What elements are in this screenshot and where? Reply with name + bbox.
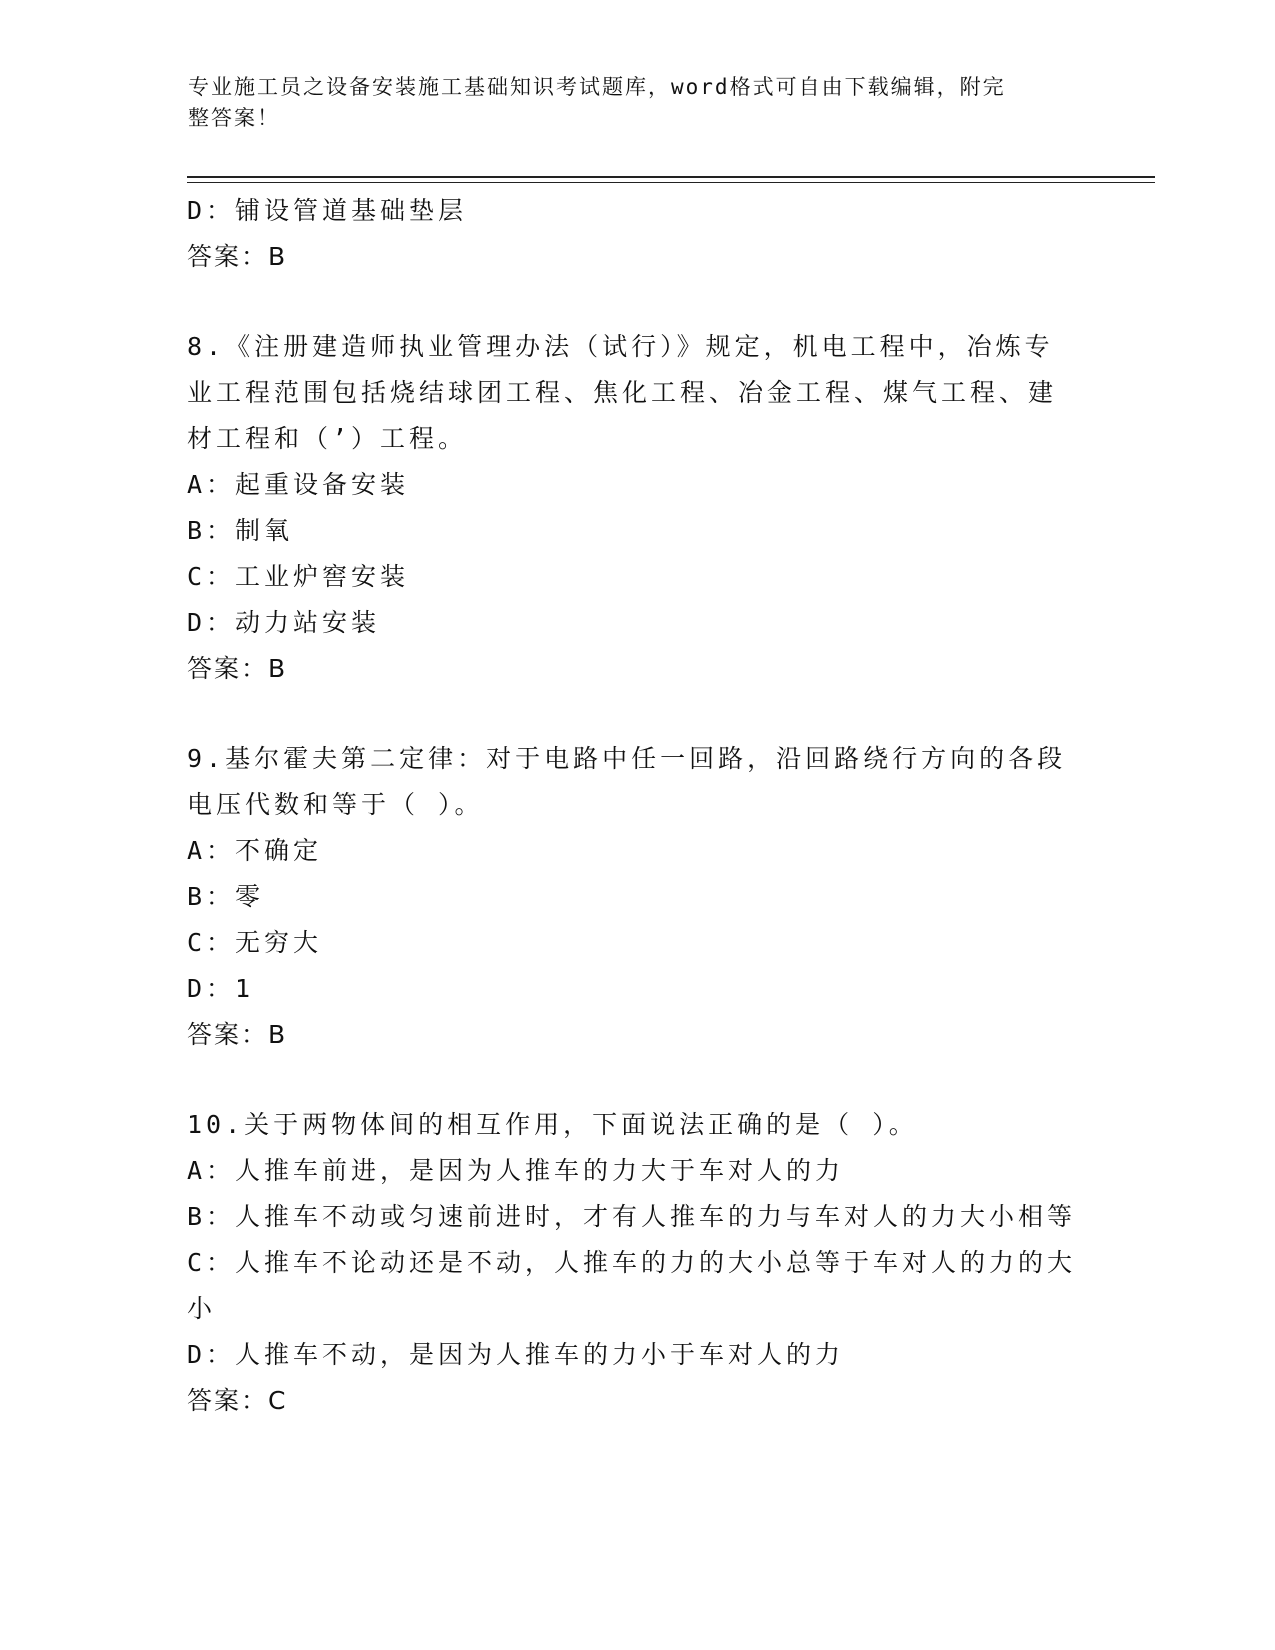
header-line-2: 整答案！: [188, 106, 280, 130]
answer-line: 答案：C: [187, 1386, 288, 1415]
option-c: C：人推车不论动还是不动，人推车的力的大小总等于车对人的力的大: [187, 1248, 1077, 1277]
option-b: B：零: [187, 882, 265, 911]
option-d: D：动力站安装: [187, 608, 381, 637]
question-10: [187, 1102, 1087, 1424]
option-d: D：人推车不动，是因为人推车的力小于车对人的力: [187, 1340, 845, 1369]
question-text-line: 10.关于两物体间的相互作用，下面说法正确的是（ ）。: [187, 1110, 918, 1139]
question-text-line: 8.《注册建造师执业管理办法（试行）》规定，机电工程中，冶炼专: [187, 332, 1054, 361]
question-text-line: 9.基尔霍夫第二定律：对于电路中任一回路，沿回路绕行方向的各段: [187, 744, 1067, 773]
option-c: C：无穷大: [187, 928, 323, 957]
option-b: B：人推车不动或匀速前进时，才有人推车的力与车对人的力大小相等: [187, 1202, 1077, 1231]
question-list: [187, 188, 1087, 1424]
option-c-continued: 小: [187, 1294, 217, 1323]
option-a: A：起重设备安装: [187, 470, 410, 499]
header-rule-thick: [187, 176, 1155, 178]
option-b: B：制氧: [187, 516, 294, 545]
option-a: A：不确定: [187, 836, 323, 865]
option-a: A：人推车前进，是因为人推车的力大于车对人的力: [187, 1156, 845, 1185]
option-d: D：铺设管道基础垫层: [187, 196, 468, 225]
question-text-line: 材工程和（’）工程。: [187, 424, 468, 453]
question-7-tail: [187, 188, 1087, 280]
answer-line: 答案：B: [187, 242, 288, 271]
question-text-line: 业工程范围包括烧结球团工程、焦化工程、冶金工程、煤气工程、建: [187, 378, 1058, 407]
question-9: [187, 736, 1087, 1058]
answer-line: 答案：B: [187, 1020, 288, 1049]
header-rule-thin: [187, 182, 1155, 183]
question-text-line: 电压代数和等于（ ）。: [187, 790, 484, 819]
header-line-1: 专业施工员之设备安装施工基础知识考试题库，word格式可自由下载编辑，附完: [188, 75, 1006, 99]
answer-line: 答案：B: [187, 654, 288, 683]
page-header: [188, 72, 1068, 134]
option-c: C：工业炉窖安装: [187, 562, 410, 591]
option-d: D：1: [187, 974, 255, 1003]
question-8: [187, 324, 1087, 692]
